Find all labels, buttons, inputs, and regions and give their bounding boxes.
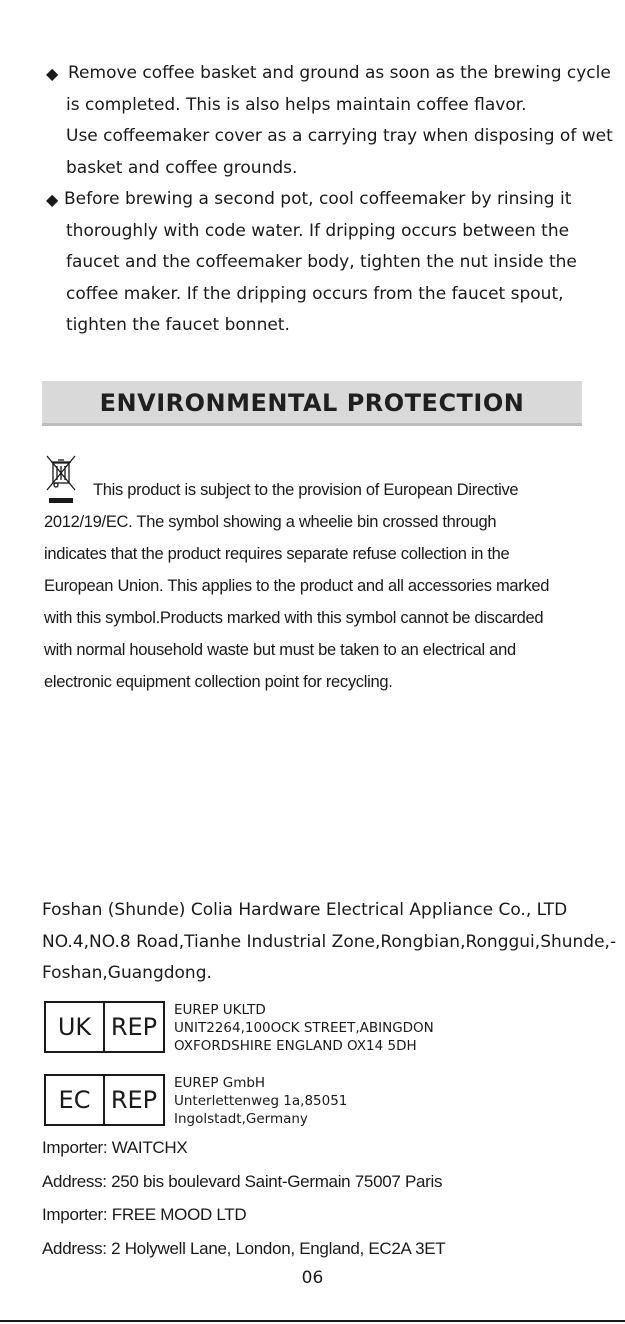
bullet-item-remove-basket	[46, 58, 613, 184]
bullet-line: Remove coffee basket and ground as soon as the brewing cycle	[68, 63, 611, 83]
env-line: with this symbol.Products marked with this symbol cannot be discarded	[44, 609, 544, 627]
bullet-line: Use coffeemaker cover as a carrying tray when disposing of wet	[66, 126, 613, 146]
page-number: 06	[301, 1268, 324, 1288]
bullet-line: is completed. This is also helps maintain coffee flavor.	[66, 94, 527, 115]
bullet-line: Before brewing a second pot, cool coffeemaker by rinsing it	[64, 189, 572, 209]
bullet-line: coffee maker. If the dripping occurs from the faucet spout,	[66, 283, 564, 304]
company-line: NO.4,NO.8 Road,Tianhe Industrial Zone,Rongbian,Ronggui,Shunde,-	[42, 931, 617, 952]
importer-line: Importer: WAITCHX	[42, 1138, 188, 1157]
uk-rep-line: OXFORDSHIRE ENGLAND OX14 5DH	[174, 1038, 417, 1054]
env-line: indicates that the product requires separate refuse collection in the	[44, 545, 510, 563]
company-line: Foshan (Shunde) Colia Hardware Electrical Appliance Co., LTD	[42, 900, 568, 920]
importer-line: Address: 2 Holywell Lane, London, England, EC2A 3ET	[42, 1238, 446, 1258]
uk-rep-box-left: UK	[44, 1001, 105, 1053]
section-header-bar	[42, 381, 582, 426]
uk-rep-box-right: REP	[103, 1001, 165, 1053]
env-line: electronic equipment collection point for recycling.	[44, 673, 393, 691]
bullet-line: faucet and the coffeemaker body, tighten the nut inside the	[66, 252, 577, 272]
bullet-item-second-pot	[46, 184, 591, 342]
importer-line: Importer: FREE MOOD LTD	[42, 1205, 247, 1224]
env-line: This product is subject to the provision of European Directive	[93, 481, 519, 499]
bullet-line: basket and coffee grounds.	[66, 157, 298, 178]
environmental-paragraph	[44, 474, 589, 698]
importer-info	[42, 1131, 445, 1265]
uk-rep-address	[174, 1001, 434, 1055]
env-line: European Union. This applies to the product and all accessories marked	[44, 577, 550, 595]
env-line: 2012/19/EC. The symbol showing a wheelie bin crossed through	[44, 513, 497, 531]
uk-rep-line: EUREP UKLTD	[174, 1002, 266, 1018]
bullet-line: tighten the faucet bonnet.	[66, 315, 290, 335]
uk-rep-line: UNIT2264,100OCK STREET,ABINGDON	[174, 1020, 434, 1036]
ec-rep-line: Ingolstadt,Germany	[174, 1111, 308, 1127]
ec-rep-address	[174, 1074, 347, 1128]
env-line: with normal household waste but must be taken to an electrical and	[44, 641, 516, 659]
diamond-bullet-icon: ◆	[46, 64, 59, 83]
importer-line: Address: 250 bis boulevard Saint-Germain 75007 Paris	[42, 1171, 443, 1191]
ec-rep-box-left: EC	[44, 1074, 105, 1126]
bullet-line: thoroughly with code water. If dripping occurs between the	[66, 220, 570, 241]
ec-rep-line: EUREP GmbH	[174, 1075, 266, 1091]
section-title: ENVIRONMENTAL PROTECTION	[99, 389, 525, 417]
ec-rep-line: Unterlettenweg 1a,85051	[174, 1093, 348, 1109]
ec-rep-box-right: REP	[103, 1074, 165, 1126]
bottom-rule	[0, 1320, 625, 1322]
manufacturer-info	[42, 895, 617, 990]
company-line: Foshan,Guangdong.	[42, 963, 212, 983]
diamond-bullet-icon: ◆	[46, 190, 59, 209]
